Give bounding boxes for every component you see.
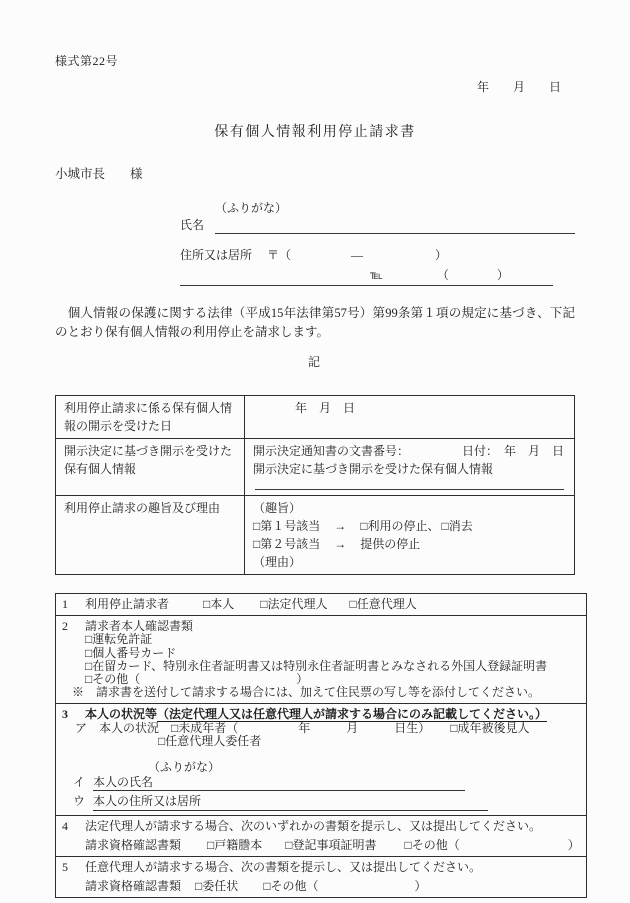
table-row: [56, 496, 575, 575]
checkbox-registration-certificate[interactable]: □登記事項証明書: [285, 837, 377, 852]
checkbox-item2-applicable[interactable]: □第２号該当: [253, 537, 321, 551]
checkbox-drivers-license[interactable]: □運転免許証: [85, 632, 153, 647]
doc-number-field[interactable]: 開示決定通知書の文書番号：: [253, 444, 410, 458]
name-row: [180, 216, 575, 234]
checkbox-stop-use[interactable]: □利用の停止、: [360, 519, 440, 533]
table-row: [56, 857, 587, 898]
table-row: [56, 396, 575, 439]
doc-date-field[interactable]: 日付： 年 月 日: [461, 444, 564, 458]
disclosed-info-input-line[interactable]: [255, 478, 564, 490]
checkbox-other-legal-doc[interactable]: □その他（ ）: [404, 837, 580, 852]
checkbox-family-register[interactable]: □戸籍謄本: [207, 837, 263, 852]
checkbox-erase[interactable]: □消去: [441, 519, 473, 533]
addressee: 小城市長 様: [55, 167, 143, 181]
sub-i-prefix: イ: [73, 775, 86, 790]
postal-code-field[interactable]: 〒（ ― ）: [267, 248, 448, 262]
mail-request-note: ※ 請求書を送付して請求する場合には、加えて住民票の写し等を添付してください。: [72, 685, 541, 700]
qualification-docs-label: 請求資格確認書類: [85, 879, 182, 894]
disclosed-info-row-label: 開示決定に基づき開示を受けた保有個人情報: [56, 439, 245, 496]
shushi-label: （趣旨）: [253, 501, 302, 515]
disclosed-info-caption: 開示決定に基づき開示を受けた保有個人情報: [253, 462, 494, 476]
riyu-label: （理由）: [253, 555, 302, 569]
address-label: 住所又は居所: [180, 248, 253, 262]
shushi-option-line-2: [253, 535, 566, 553]
ki-mark: 記: [307, 355, 322, 369]
date-field[interactable]: 年 月 日: [476, 80, 561, 94]
checkbox-mynumber-card[interactable]: □個人番号カード: [85, 645, 177, 660]
disclosure-date-field[interactable]: 年 月 日: [295, 401, 356, 415]
qualification-docs-label: 請求資格確認書類: [85, 837, 182, 852]
item3-label: 本人の状況等: [85, 707, 158, 722]
legal-paragraph: 個人情報の保護に関する法律（平成15年法律第57号）第99条第１項の規定に基づき、下記のとおり保有個人情報の利用停止を請求します。: [55, 306, 575, 339]
checkbox-voluntary-delegator[interactable]: □任意代理人委任者: [158, 733, 262, 748]
checkbox-minor[interactable]: □未成年者（ 年 月 日生）: [171, 720, 431, 735]
purpose-reason-row-label: 利用停止請求の趣旨及び理由: [56, 496, 245, 575]
principal-name-label: 本人の氏名: [93, 775, 154, 790]
checkbox-self[interactable]: □本人: [203, 597, 235, 611]
item4-number: 4: [62, 818, 68, 833]
checkbox-other-id[interactable]: □その他（ ）: [85, 672, 309, 687]
form-number: 様式第22号: [55, 54, 119, 68]
applicant-details-table: [55, 593, 587, 898]
item4-label: 法定代理人が請求する場合、次のいずれかの書類を提示し、又は提出してください。: [85, 818, 542, 833]
checkbox-adult-ward[interactable]: □成年被後見人: [450, 720, 530, 735]
item5-number: 5: [62, 860, 68, 875]
document-title: 保有個人情報利用停止請求書: [214, 125, 416, 140]
item1-number: 1: [62, 597, 68, 611]
arrow-icon: →: [334, 537, 347, 551]
principal-name-field[interactable]: [93, 776, 465, 791]
item5-label: 任意代理人が請求する場合、次の書類を提示し、又は提出してください。: [85, 860, 482, 875]
checkbox-legal-representative[interactable]: □法定代理人: [260, 597, 328, 611]
table-row: [56, 704, 587, 815]
principal-address-field[interactable]: [93, 795, 488, 810]
tel-field[interactable]: ℡ （ ）: [370, 268, 509, 282]
item2-number: 2: [62, 619, 68, 634]
request-details-table: [55, 395, 575, 575]
address-row: [180, 246, 575, 263]
checkbox-other-voluntary-doc[interactable]: □その他（ ）: [263, 879, 427, 894]
arrow-icon: →: [334, 519, 347, 533]
checkbox-item1-applicable[interactable]: □第１号該当: [253, 519, 321, 533]
item3-label-note: （法定代理人又は任意代理人が請求する場合にのみ記載してください。）: [157, 707, 548, 722]
checkbox-voluntary-representative[interactable]: □任意代理人: [349, 597, 417, 611]
principal-address-label: 本人の住所又は居所: [93, 794, 202, 809]
item2-label: 請求者本人確認書類: [85, 619, 194, 634]
name-input-line[interactable]: [215, 217, 575, 234]
shushi-option-line-1: [253, 517, 566, 535]
stop-provide-label: 提供の停止: [360, 537, 421, 551]
table-row: [56, 616, 587, 704]
furigana-label: （ふりがな）: [215, 201, 288, 215]
disclosure-date-row-label: 利用停止請求に係る保有個人情報の開示を受けた日: [56, 396, 245, 439]
table-row: [56, 594, 587, 616]
table-row: [56, 815, 587, 856]
name-label: 氏名: [180, 218, 205, 232]
checkbox-residence-card[interactable]: □在留カード、特別永住者証明書又は特別永住者証明書とみなされる外国人登録証明書: [85, 658, 548, 673]
item1-label: 利用停止請求者: [85, 597, 170, 611]
furigana-label: （ふりがな）: [148, 760, 221, 775]
item3-number: 3: [62, 707, 68, 722]
sub-u-prefix: ウ: [73, 794, 86, 809]
table-row: [56, 439, 575, 496]
checkbox-power-of-attorney[interactable]: □委任状: [195, 879, 239, 894]
address-input-line[interactable]: [180, 263, 553, 286]
applicant-block: [55, 199, 575, 286]
principal-status-label: ア 本人の状況: [75, 720, 160, 735]
